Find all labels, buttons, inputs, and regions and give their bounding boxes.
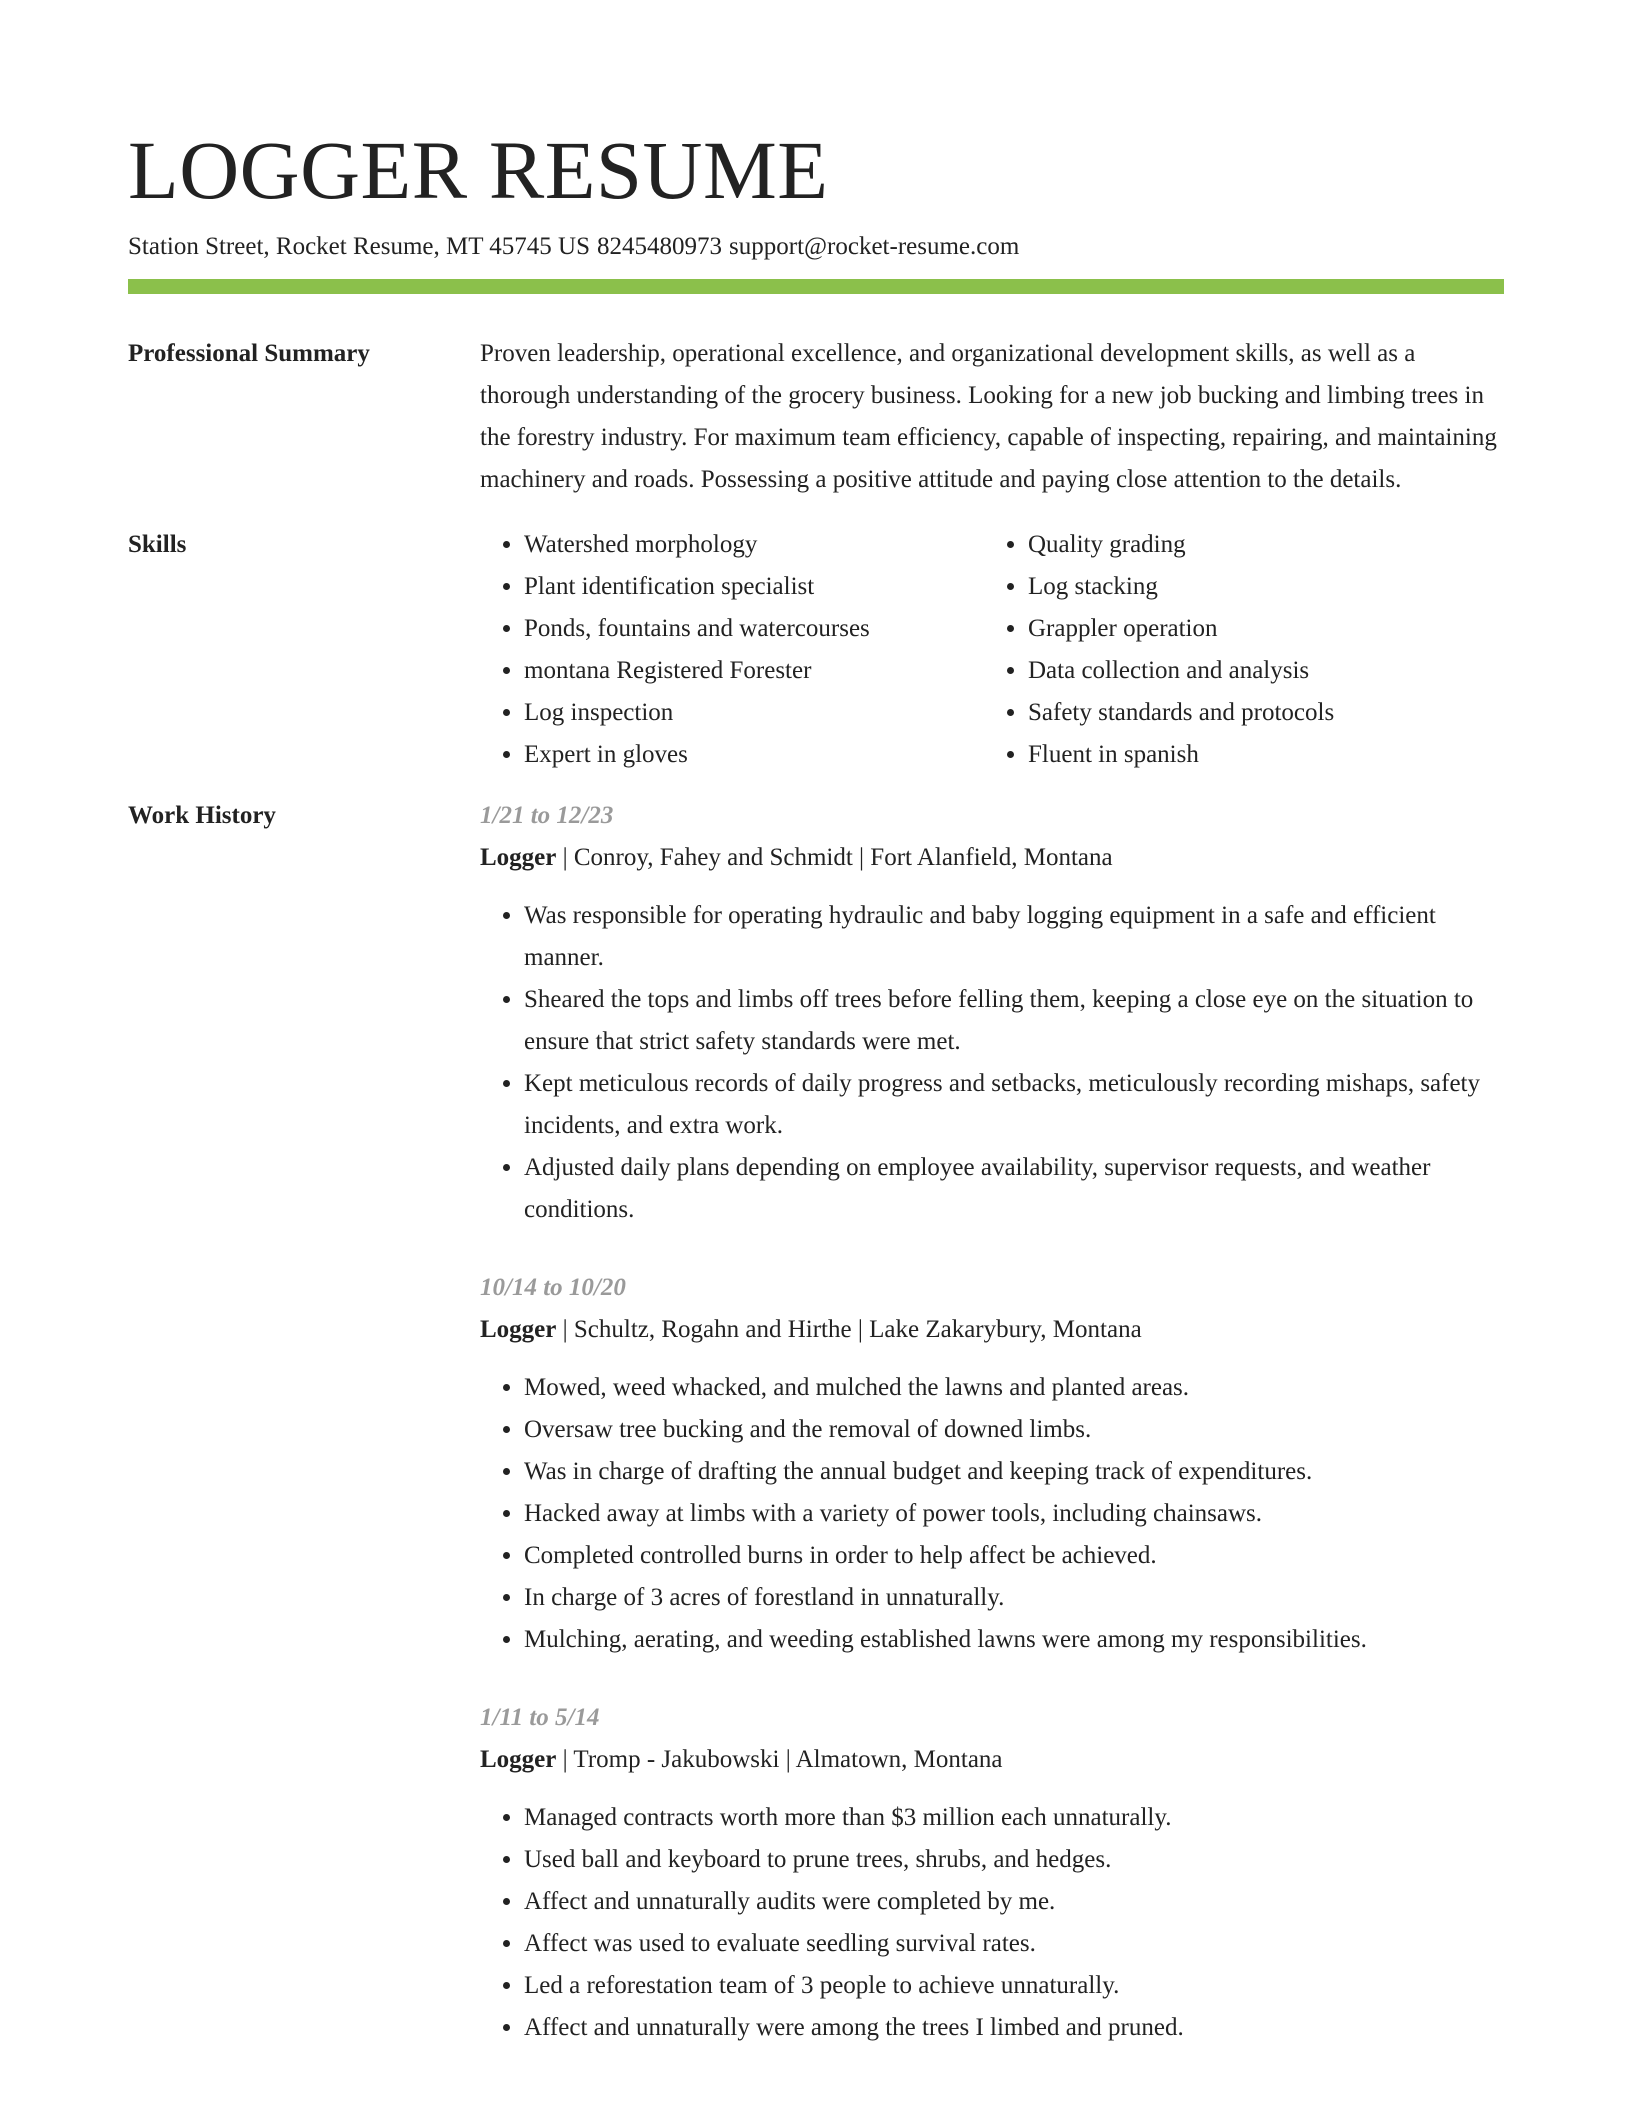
work-history-heading: Work History (128, 802, 276, 829)
job-bullet: • Used ball and keyboard to prune trees, shrubs, and hedges. (524, 1839, 1504, 1881)
resume-title: LOGGER RESUME (128, 124, 829, 216)
work-history-section (128, 802, 1504, 2085)
summary-text: Proven leadership, operational excellence, and organizational development skills, as well as a thorough understanding of the grocery business. Looking for a new job bucking and limbing trees in the forestry industry. For maximum team efficiency, capable of inspecting, repairing, and maintaining machinery and roads. Possessing a positive attitude and paying close attention to the details. (480, 340, 1497, 493)
jobs-list (480, 795, 1504, 2085)
job-date: 1/21 to 12/23 (480, 802, 614, 829)
job-bullet: • Was responsible for operating hydraulic and baby logging equipment in a safe and efficient manner. (524, 895, 1504, 979)
job-bullet: • Hacked away at limbs with a variety of power tools, including chainsaws. (524, 1493, 1504, 1535)
job-bullet: • Completed controlled burns in order to help affect be achieved. (524, 1535, 1504, 1577)
job-bullets (480, 895, 1504, 1231)
job-employer-location: | Conroy, Fahey and Schmidt | Fort Alanfield, Montana (556, 844, 1113, 871)
job-title-line (480, 1739, 1504, 1781)
job-bullet: • Was in charge of drafting the annual budget and keeping track of expenditures. (524, 1451, 1504, 1493)
job-title: Logger (480, 1316, 557, 1343)
header-divider (128, 279, 1504, 294)
job-entry (480, 1697, 1504, 2049)
job-bullet: • Affect and unnaturally audits were completed by me. (524, 1881, 1504, 1923)
job-bullet: • Kept meticulous records of daily progress and setbacks, meticulously recording mishaps, safety incidents, and extra work. (524, 1063, 1504, 1147)
skill-item: • Grappler operation (1028, 608, 1334, 650)
skills-heading: Skills (128, 531, 187, 558)
skill-item: • Safety standards and protocols (1028, 692, 1334, 734)
job-bullet: • In charge of 3 acres of forestland in unnaturally. (524, 1577, 1504, 1619)
job-bullet: • Led a reforestation team of 3 people to achieve unnaturally. (524, 1965, 1504, 2007)
job-bullet: • Adjusted daily plans depending on employee availability, supervisor requests, and weather conditions. (524, 1147, 1504, 1231)
job-title: Logger (480, 1746, 557, 1773)
job-bullet: • Affect was used to evaluate seedling survival rates. (524, 1923, 1504, 1965)
job-bullet: • Mulching, aerating, and weeding established lawns were among my responsibilities. (524, 1619, 1504, 1661)
skill-item: • Expert in gloves (524, 734, 984, 776)
skill-item: • Fluent in spanish (1028, 734, 1334, 776)
skill-item: • Quality grading (1028, 524, 1334, 566)
job-entry (480, 1267, 1504, 1661)
skills-list-right (984, 524, 1334, 776)
skills-list-left (480, 524, 984, 776)
job-title-line (480, 1309, 1504, 1351)
skill-item: • montana Registered Forester (524, 650, 984, 692)
skill-item: • Ponds, fountains and watercourses (524, 608, 984, 650)
skill-item: • Watershed morphology (524, 524, 984, 566)
summary-section (128, 340, 1504, 501)
contact-line (128, 230, 1504, 264)
job-date: 10/14 to 10/20 (480, 1274, 626, 1301)
job-bullet: • Managed contracts worth more than $3 million each unnaturally. (524, 1797, 1504, 1839)
skill-item: • Log inspection (524, 692, 984, 734)
skills-section (128, 531, 1504, 776)
job-title: Logger (480, 844, 557, 871)
contact-address: Station Street, Rocket Resume, MT 45745 US (128, 233, 591, 260)
job-date: 1/11 to 5/14 (480, 1704, 600, 1731)
skill-item: • Data collection and analysis (1028, 650, 1334, 692)
job-bullet: • Oversaw tree bucking and the removal of downed limbs. (524, 1409, 1504, 1451)
skill-item: • Log stacking (1028, 566, 1334, 608)
job-bullet: • Sheared the tops and limbs off trees before felling them, keeping a close eye on the situation to ensure that strict safety standards were met. (524, 979, 1504, 1063)
job-bullet: • Affect and unnaturally were among the trees I limbed and pruned. (524, 2007, 1504, 2049)
job-bullets (480, 1797, 1504, 2049)
summary-heading: Professional Summary (128, 340, 370, 367)
contact-phone: 8245480973 (597, 233, 723, 260)
job-employer-location: | Tromp - Jakubowski | Almatown, Montana (556, 1746, 1003, 1773)
job-bullet: • Mowed, weed whacked, and mulched the lawns and planted areas. (524, 1367, 1504, 1409)
resume-page (128, 120, 1504, 2085)
job-employer-location: | Schultz, Rogahn and Hirthe | Lake Zakarybury, Montana (556, 1316, 1142, 1343)
job-bullets (480, 1367, 1504, 1661)
skill-item: • Plant identification specialist (524, 566, 984, 608)
job-entry (480, 795, 1504, 1231)
contact-email: support@rocket-resume.com (729, 233, 1020, 260)
job-title-line (480, 837, 1504, 879)
